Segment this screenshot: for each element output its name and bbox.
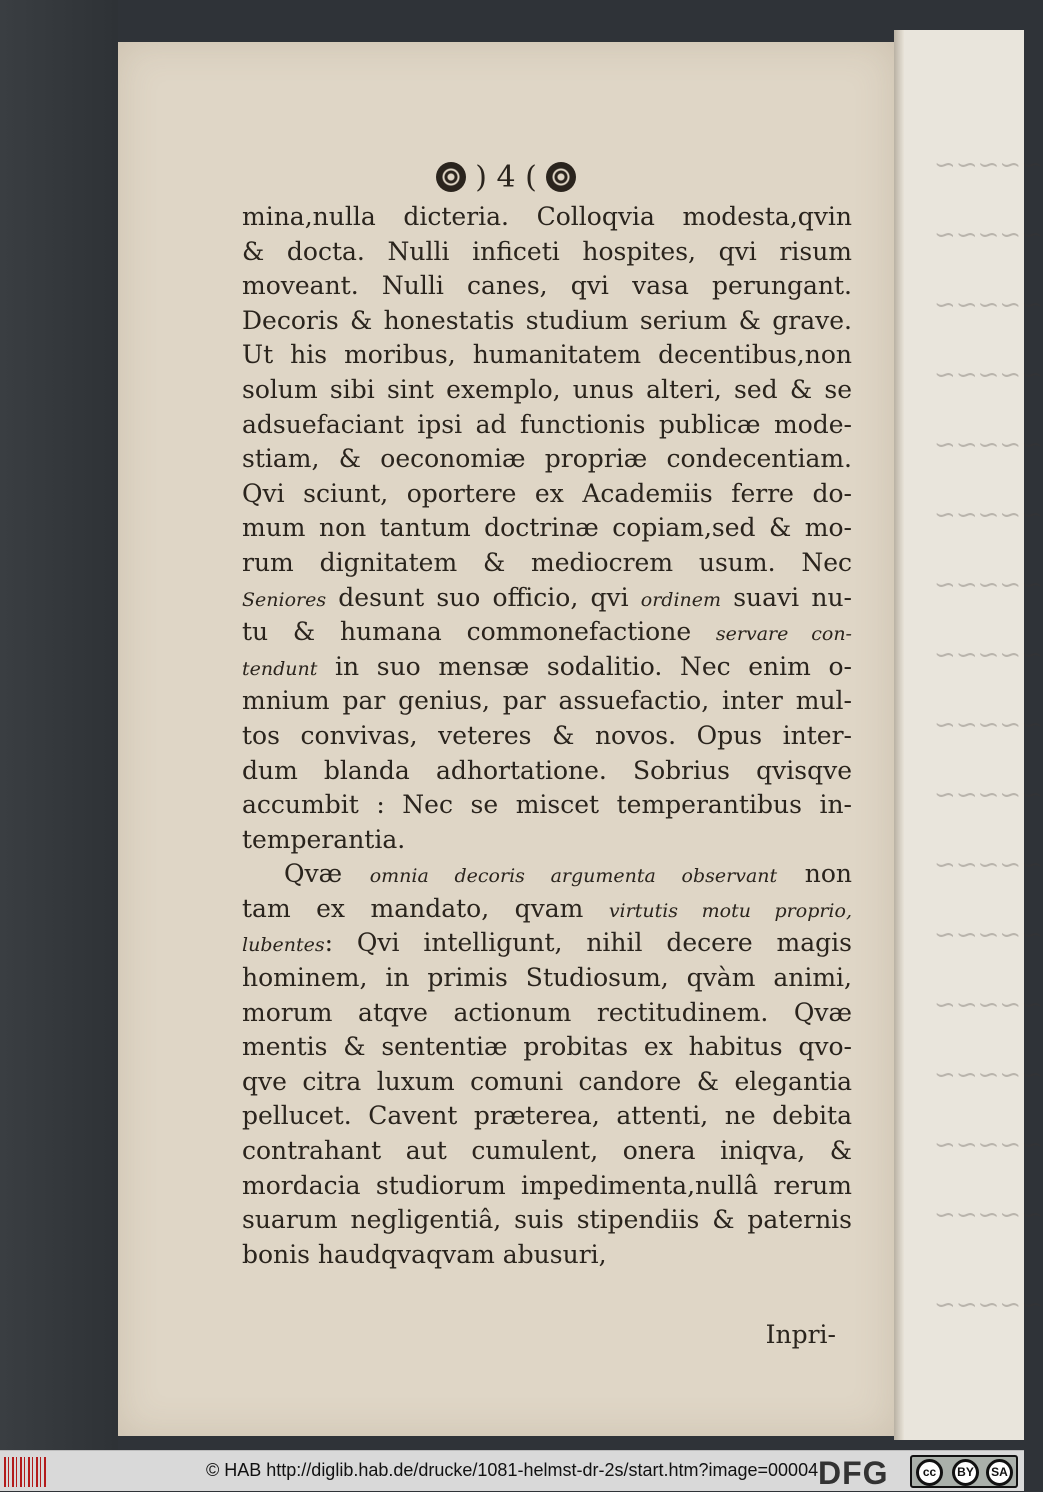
text-line [242, 892, 852, 927]
bleedthrough-mark: ~~~~~ [934, 990, 1043, 1020]
text-span: in suo mensæ sodalitio. Nec enim o- [317, 651, 852, 681]
bleedthrough-mark: ~~~~~ [934, 220, 1043, 250]
italic-text: lubentes [242, 934, 325, 957]
bleedthrough-mark: ~~~~~ [934, 1130, 1043, 1160]
page-number: ) 4 ( [475, 160, 537, 195]
bleedthrough-mark: ~~~~~ [934, 1290, 1043, 1320]
bleedthrough-mark: ~~~~~ [934, 500, 1043, 530]
text-line: rum dignitatem & mediocrem usum. Nec [242, 547, 852, 577]
text-span: tam ex mandato, qvam [242, 893, 609, 923]
italic-text: Seniores [242, 588, 327, 611]
bleedthrough-mark: ~~~~~ [934, 920, 1043, 950]
bleedthrough-mark: ~~~~~ [934, 640, 1043, 670]
text-line: moveant. Nulli canes, qvi vasa perungant. [242, 271, 852, 301]
text-line: mentis & sententiæ probitas ex habitus qvo- [242, 1032, 852, 1062]
bleedthrough-mark: ~~~~~ [934, 290, 1043, 320]
bleedthrough-mark: ~~~~~ [934, 430, 1043, 460]
text-span: tu & humana commonefactione [242, 617, 716, 647]
book-page [118, 42, 894, 1436]
bleedthrough-mark: ~~~~~ [934, 850, 1043, 880]
text-line: tos convivas, veteres & novos. Opus inter- [242, 720, 852, 750]
library-barcode-icon [4, 1457, 48, 1487]
sa-icon: SA [986, 1459, 1013, 1486]
adjacent-page-bleedthrough [904, 30, 1043, 1440]
text-line: hominem, in primis Studiosum, qvàm animi, [242, 963, 852, 993]
text-line [242, 650, 852, 685]
text-line: suarum negligentiâ, suis stipendiis & paternis [242, 1205, 852, 1235]
italic-text: omnia decoris argumenta observant [369, 865, 778, 888]
italic-text: servare con- [715, 623, 852, 646]
text-line: pellucet. Cavent præterea, attenti, ne debita [242, 1101, 852, 1131]
scan-background [0, 0, 118, 1450]
text-line [242, 926, 852, 961]
text-span: Qvæ [284, 859, 370, 889]
text-span: : Qvi intelligunt, nihil decere magis [324, 928, 852, 958]
text-line: dum blanda adhortatione. Sobrius qvisqve [242, 755, 852, 785]
italic-text: ordinem [640, 588, 722, 611]
text-line: accumbit : Nec se miscet temperantibus in- [242, 790, 852, 820]
by-icon: BY [952, 1459, 979, 1486]
text-span: desunt suo officio, qvi [326, 582, 641, 612]
text-line [242, 857, 852, 892]
italic-text: virtutis motu proprio, [608, 899, 852, 922]
text-line: temperantia. [242, 824, 406, 854]
ornament-icon [546, 162, 576, 192]
bleedthrough-mark: ~~~~~ [934, 710, 1043, 740]
page-header [118, 160, 894, 195]
text-line: solum sibi sint exemplo, unus alteri, sed & se [242, 374, 852, 404]
text-line: stiam, & oeconomiæ propriæ condecentiam. [242, 444, 852, 474]
text-line: Qvi sciunt, oportere ex Academiis ferre do- [242, 478, 852, 508]
text-line: Ut his moribus, humanitatem decentibus,non [242, 340, 852, 370]
text-line: qve citra luxum comuni candore & elegantia [242, 1066, 852, 1096]
text-line: mordacia studiorum impedimenta,nullâ rerum [242, 1170, 852, 1200]
dfg-logo: DFG [818, 1455, 889, 1491]
bleedthrough-mark: ~~~~~ [934, 1200, 1043, 1230]
text-line: contrahant aut cumulent, onera iniqva, & [242, 1136, 852, 1166]
text-line: morum atqve actionum rectitudinem. Qvæ [242, 997, 852, 1027]
bleedthrough-mark: ~~~~~ [934, 360, 1043, 390]
text-line: mum non tantum doctrinæ copiam,sed & mo- [242, 513, 852, 543]
bleedthrough-mark: ~~~~~ [934, 150, 1043, 180]
italic-text: tendunt [242, 657, 318, 680]
cc-icon: cc [916, 1459, 943, 1486]
bleedthrough-mark: ~~~~~ [934, 570, 1043, 600]
text-line: mnium par genius, par assuefactio, inter mul- [242, 686, 852, 716]
text-line [242, 581, 852, 616]
page-edge [894, 30, 904, 1440]
text-line: Decoris & honestatis studium serium & grave. [242, 305, 852, 335]
bleedthrough-mark: ~~~~~ [934, 780, 1043, 810]
footer-bar [0, 1450, 1024, 1491]
text-line: bonis haudqvaqvam abusuri, [242, 1239, 607, 1269]
bleedthrough-mark: ~~~~~ [934, 1060, 1043, 1090]
text-line: & docta. Nulli inficeti hospites, qvi risum [242, 236, 852, 266]
text-line: mina,nulla dicteria. Colloqvia modesta,qvin [242, 202, 852, 231]
ornament-icon [436, 162, 466, 192]
text-span: suavi nu- [721, 582, 852, 612]
footer-credit-link[interactable]: © HAB http://diglib.hab.de/drucke/1081-helmst-dr-2s/start.htm?image=00004 [206, 1460, 819, 1480]
catchword: Inpri- [765, 1320, 836, 1349]
page-text [242, 200, 852, 1272]
text-span: non [777, 859, 853, 889]
text-line: adsuefaciant ipsi ad functionis publicæ mode- [242, 409, 852, 439]
text-line [242, 615, 852, 650]
cc-license-badge[interactable] [910, 1455, 1018, 1488]
